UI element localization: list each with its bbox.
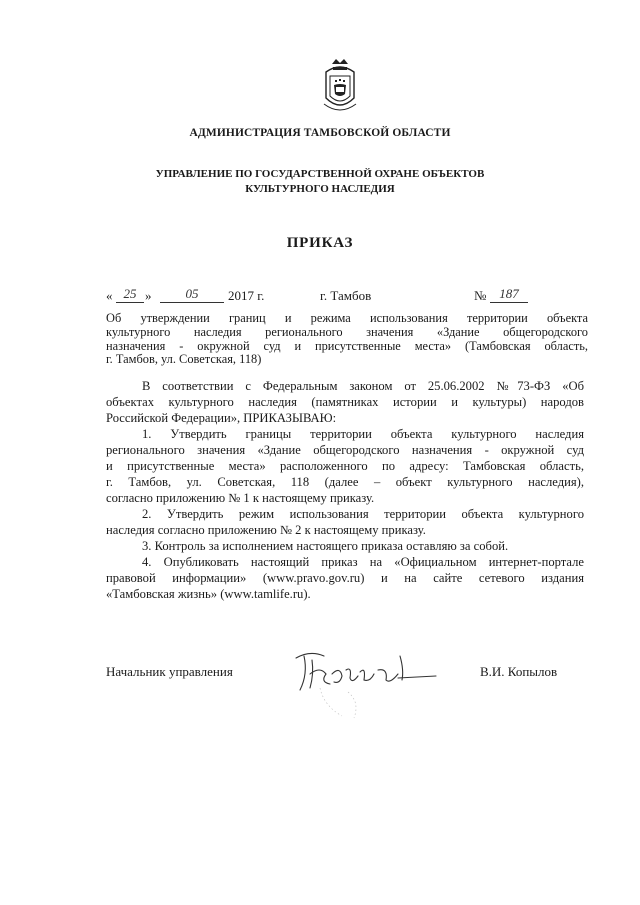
signatory-name: В.И. Копылов: [480, 664, 558, 679]
item-1-line: 1. Утвердить границы территории объекта культурного наследия: [142, 427, 584, 441]
signature-icon: [290, 644, 440, 724]
date-day: 25: [116, 286, 144, 303]
date-month: 05: [160, 286, 224, 303]
subject-line: назначения - окружной суд и присутственные места» (Тамбовская область,: [106, 338, 588, 353]
department-title-line2: КУЛЬТУРНОГО НАСЛЕДИЯ: [245, 183, 395, 195]
coat-of-arms-icon: [322, 58, 358, 114]
preamble-line: Российской Федерации», ПРИКАЗЫВАЮ:: [106, 411, 337, 425]
date-open-quote: «: [106, 288, 113, 303]
subject-line: г. Тамбов, ул. Советская, 118): [106, 352, 262, 367]
subject-line: Об утверждении границ и режима использования территории объекта: [106, 311, 588, 325]
item-1-line: и присутственные места» расположенного по адресу: Тамбовская область,: [106, 459, 584, 473]
order-subject: [106, 312, 588, 367]
organization-title: АДМИНИСТРАЦИЯ ТАМБОВСКОЙ ОБЛАСТИ: [189, 127, 451, 139]
item-2-line: наследия согласно приложению № 2 к настоящему приказу.: [106, 523, 426, 537]
department-title-line1: УПРАВЛЕНИЕ ПО ГОСУДАРСТВЕННОЙ ОХРАНЕ ОБЪЕКТОВ: [155, 168, 485, 180]
item-3-line: 3. Контроль за исполнением настоящего приказа оставляю за собой.: [142, 539, 509, 553]
date-close-quote: »: [145, 288, 152, 303]
subject-line: культурного наследия регионального значения «Здание общегородского: [106, 324, 588, 339]
date-year: 2017 г.: [228, 288, 265, 303]
item-4-line: «Тамбовская жизнь» (www.tamlife.ru).: [106, 587, 311, 601]
number-label: №: [474, 288, 487, 303]
item-4-line: 4. Опубликовать настоящий приказ на «Официальном интернет-портале: [142, 555, 584, 569]
item-1-line: г. Тамбов, ул. Советская, 118 (далее – объект культурного наследия),: [106, 475, 584, 489]
item-1-line: согласно приложению № 1 к настоящему приказу.: [106, 491, 375, 505]
preamble-line: объектах культурного наследия (памятниках истории и культуры) народов: [106, 395, 584, 409]
city: г. Тамбов: [320, 288, 372, 303]
order-body: [106, 378, 584, 602]
preamble-line: В соответствии с Федеральным законом от 25.06.2002 №73-ФЗ «Об: [142, 379, 584, 393]
item-4-line: правовой информации» (www.pravo.gov.ru) и на сайте сетевого издания: [106, 571, 584, 585]
document-type: ПРИКАЗ: [286, 235, 354, 251]
item-1-line: регионального значения «Здание общегородского назначения - окружной суд: [106, 443, 584, 457]
signatory-title: Начальник управления: [106, 664, 233, 679]
item-2-line: 2. Утвердить режим использования территории объекта культурного: [142, 507, 584, 521]
document-number: 187: [490, 286, 528, 303]
